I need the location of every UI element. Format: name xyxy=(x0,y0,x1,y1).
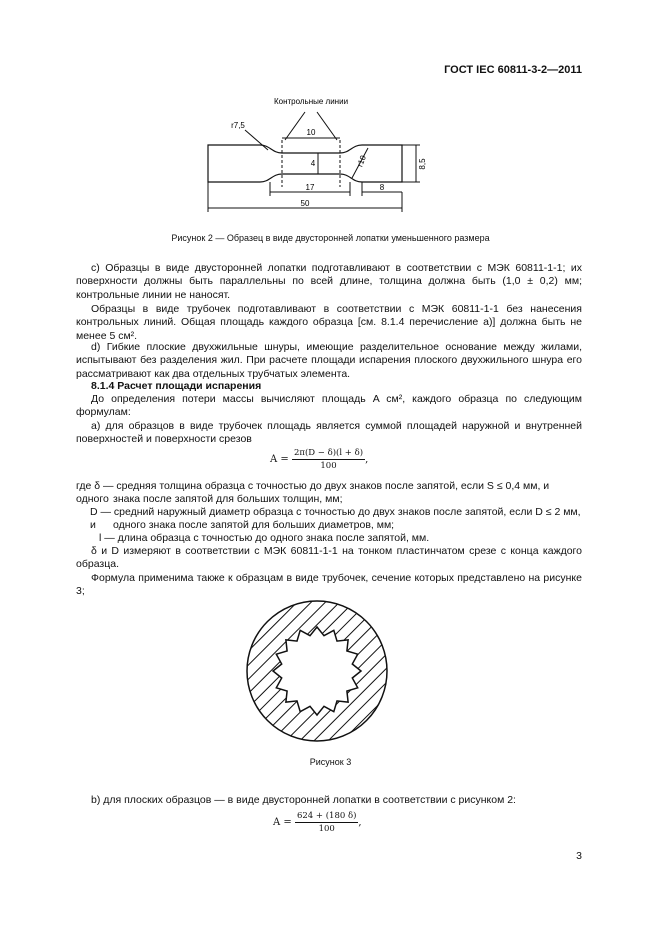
standard-header: ГОСТ IEC 60811-3-2—2011 xyxy=(444,64,582,76)
paragraph-b: b) для плоских образцов — в виде двусторонней лопатки в соответствии с рисунком 2: xyxy=(91,794,516,806)
formula-2-denominator: 100 xyxy=(318,824,335,834)
paragraph-a: а) для образцов в виде трубочек площадь является суммой площадей наружной и внутренней поверхностей и поверхности срезов xyxy=(76,420,582,446)
def-D: D — средний наружный диаметр образца с точностью до двух знаков после запятой, если D ≤ 2 мм, и xyxy=(90,506,581,532)
page-number: 3 xyxy=(576,850,582,862)
dim-r10: r10 xyxy=(355,154,368,169)
paragraph-applicable: Формула применима также к образцам в виде трубочек, сечение которых представлено на рисунке 3; xyxy=(76,572,582,598)
figure-2-dumbbell-drawing xyxy=(190,90,430,215)
dim-8: 8 xyxy=(379,183,385,192)
def-l: l — длина образца с точностью до одного знака после запятой, мм. xyxy=(99,532,430,544)
control-lines-label: Контрольные линии xyxy=(273,97,349,106)
formula-2-lhs: A = xyxy=(273,817,292,828)
formula-1-tail: , xyxy=(365,454,369,465)
formula-1-denominator: 100 xyxy=(320,461,337,471)
formula-1-lhs: A = xyxy=(270,454,289,465)
figure-3-caption: Рисунок 3 xyxy=(309,757,352,767)
dim-85: 8,5 xyxy=(418,158,427,170)
paragraph-d: d) Гибкие плоские двухжильные шнуры, имеющие разделительное основание между жилами, испытывают без разделения жил. При расчете площади испарения плоского двухжильного шнура его рассматривают как два отдельных трубчатых элемента. xyxy=(76,341,582,380)
paragraph-area: До определения потери массы вычисляют площадь A см², каждого образца по следующим формулам: xyxy=(76,393,582,419)
figure-3-tube-cross-section xyxy=(244,598,390,744)
formula-2-tail: , xyxy=(358,817,362,828)
figure-2-caption: Рисунок 2 — Образец в виде двусторонней лопатки уменьшенного размера xyxy=(171,233,490,243)
def-D-cont: одного знака после запятой для больших диаметров, мм; xyxy=(113,519,395,531)
def-delta: где δ — средняя толщина образца с точностью до двух знаков после запятой, если S ≤ 0,4 мм, и одного xyxy=(76,480,550,506)
dim-4: 4 xyxy=(310,159,316,168)
section-heading: 8.1.4 Расчет площади испарения xyxy=(91,380,262,392)
paragraph-measure: δ и D измеряют в соответствии с МЭК 60811-1-1 на тонком пластинчатом срезе с конца каждого образца. xyxy=(76,545,582,571)
dim-10: 10 xyxy=(306,128,316,137)
dim-50: 50 xyxy=(300,199,310,208)
formula-1-numerator: 2π(D − δ)(l + δ) xyxy=(293,448,364,458)
paragraph-tubes: Образцы в виде трубочек подготавливают в соответствии с МЭК 60811-1-1 без нанесения контрольных линий. Общая площадь каждого образца [см. 8.1.4 перечисление а)] должна быть не менее 5 см². xyxy=(76,303,582,342)
formula-1 xyxy=(270,447,368,472)
dim-17: 17 xyxy=(305,183,315,192)
def-delta-cont: знака после запятой для больших толщин, мм; xyxy=(113,493,343,505)
paragraph-c: c) Образцы в виде двусторонней лопатки подготавливают в соответствии с МЭК 60811-1-1; их поверхности должны быть параллельны по всей длине, толщина должна быть (1,0 ± 0,2) мм; контрольные линии не наносят. xyxy=(76,262,582,301)
formula-2 xyxy=(273,810,362,835)
dim-r75: r7,5 xyxy=(231,121,245,130)
formula-2-numerator: 624 + (180 δ) xyxy=(296,811,357,821)
